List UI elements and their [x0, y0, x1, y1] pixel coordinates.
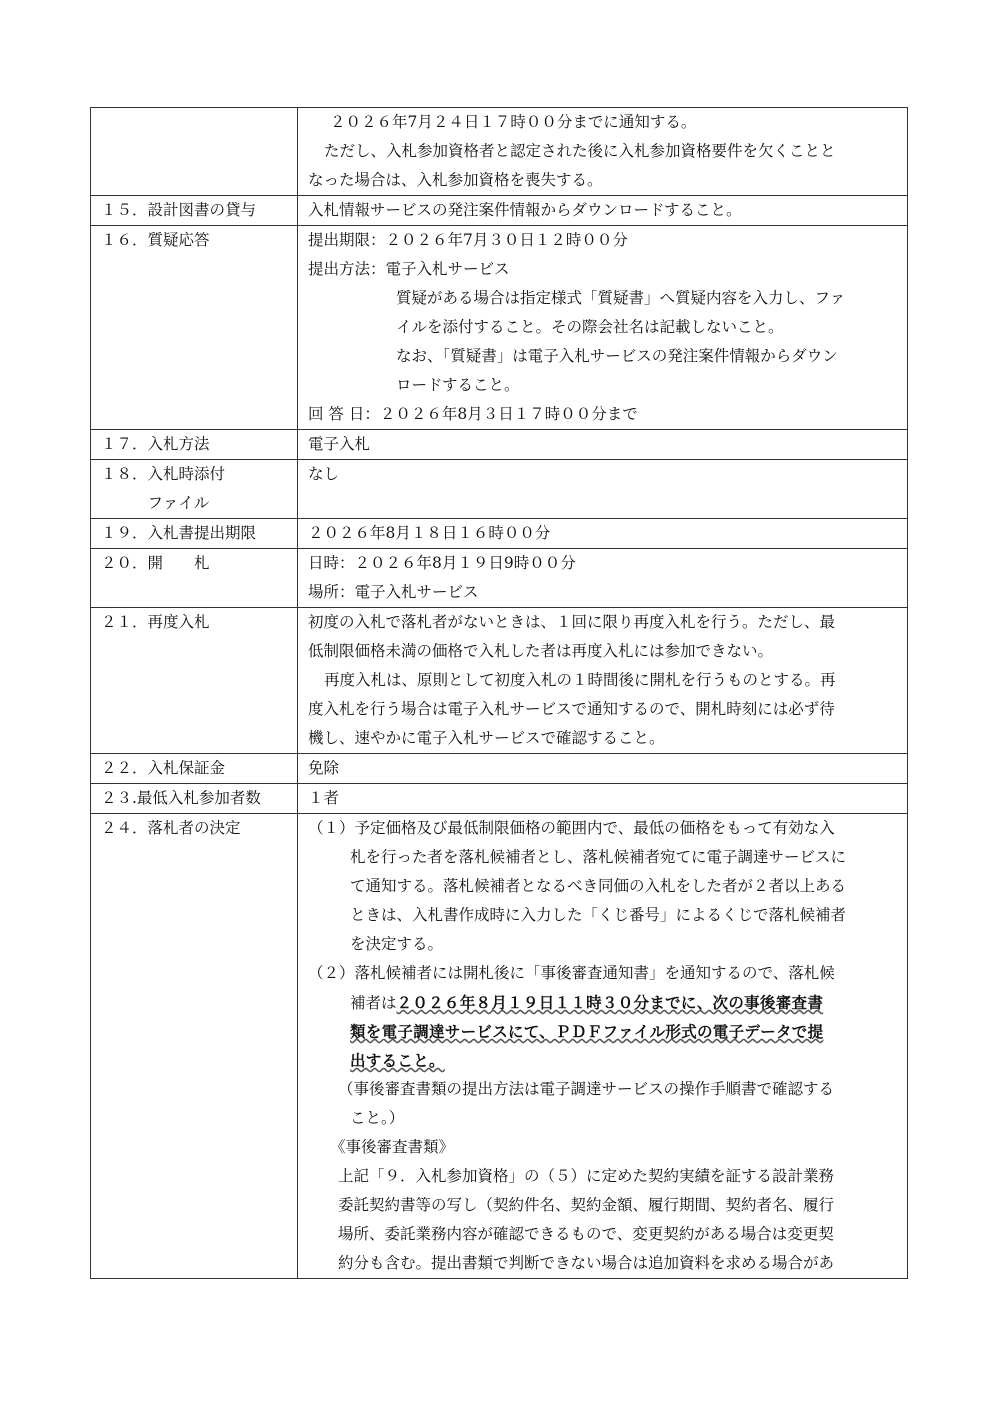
row-content	[298, 430, 908, 460]
text-line: 約分も含む。提出書類で判断できない場合は追加資料を求める場合があ	[338, 1254, 835, 1272]
row-label: １６．質疑応答	[91, 226, 298, 430]
text-line: 日時：２０２６年8月１９日9時００分	[308, 554, 576, 572]
row-label: １９．入札書提出期限	[91, 519, 298, 549]
text-line: ときは、入札書作成時に入力した「くじ番号」によるくじで落札候補者	[350, 906, 847, 924]
text-line: （２）落札候補者には開札後に「事後審査通知書」を通知するので、落札候	[308, 964, 835, 982]
emphasized-text: 類を電子調達サービスにて、ＰＤＦファイル形式の電子データで提	[350, 1022, 824, 1041]
text-line: なお、「質疑書」は電子入札サービスの発注案件情報からダウン	[396, 347, 838, 365]
text-line: 初度の入札で落札者がないときは、１回に限り再度入札を行う。ただし、最	[308, 613, 836, 631]
text-line: 度入札を行う場合は電子入札サービスで通知するので、開札時刻には必ず待	[308, 700, 835, 718]
emphasized-deadline-text: ２０２６年８月１９日１１時３０分までに、次の事後審査書	[396, 993, 824, 1012]
text-line: ２０２６年7月２４日１７時００分までに通知する。	[330, 113, 697, 131]
table-row-22	[91, 754, 908, 784]
row-label: １８．入札時添付 ファイル	[91, 460, 298, 519]
table-row-15	[91, 196, 908, 226]
row-label: ２３.最低入札参加者数	[91, 784, 298, 814]
text-line: 場所、委託業務内容が確認できるもので、変更契約がある場合は変更契	[338, 1225, 834, 1243]
table-row-21	[91, 608, 908, 754]
emphasized-text: 出すること。	[350, 1051, 445, 1070]
text-line	[308, 1017, 899, 1046]
text-line: 提出方法：電子入札サービス	[308, 260, 510, 278]
text-line: なった場合は、入札参加資格を喪失する。	[308, 171, 603, 189]
row-content	[298, 549, 908, 608]
row-label: １５．設計図書の貸与	[91, 196, 298, 226]
table-row-24	[91, 814, 908, 1279]
row-content	[298, 754, 908, 784]
text-line-with-emphasis	[308, 988, 899, 1017]
table-row-23	[91, 784, 908, 814]
text-line: 再度入札は、原則として初度入札の１時間後に開札を行うものとする。再	[324, 671, 836, 689]
text-line: 質疑がある場合は指定様式「質疑書」へ質疑内容を入力し、ファ	[396, 289, 846, 307]
text-line: 入札情報サービスの発注案件情報からダウンロードすること。	[308, 201, 742, 219]
text-line: 札を行った者を落札候補者とし、落札候補者宛てに電子調達サービスに	[350, 848, 847, 866]
text-line: 電子入札	[308, 435, 371, 453]
row-content	[298, 226, 908, 430]
row-content	[298, 460, 908, 519]
table-row-16	[91, 226, 908, 430]
text-line: 機し、速やかに電子入札サービスで確認すること。	[308, 729, 665, 747]
table-row-19	[91, 519, 908, 549]
text-line: 場所：電子入札サービス	[308, 583, 479, 601]
text-line: 免除	[308, 759, 340, 777]
row-content	[298, 519, 908, 549]
row-label: ２４．落札者の決定	[91, 814, 298, 1279]
section-heading: 《事後審査書類》	[330, 1138, 455, 1156]
procurement-notice-table	[90, 107, 908, 1279]
text-line: ただし、入札参加資格者と認定された後に入札参加資格要件を欠くことと	[324, 142, 836, 160]
table-row-18	[91, 460, 908, 519]
text-line: 委託契約書等の写し（契約件名、契約金額、履行期間、契約者名、履行	[338, 1196, 835, 1214]
text-line: １者	[308, 789, 340, 807]
text-line: （１）予定価格及び最低制限価格の範囲内で、最低の価格をもって有効な入	[308, 819, 835, 837]
row-content	[298, 196, 908, 226]
row-label: ２２．入札保証金	[91, 754, 298, 784]
text-line	[308, 1046, 899, 1075]
text-prefix: 補者は	[350, 994, 397, 1012]
text-line: 上記「９．入札参加資格」の（５）に定めた契約実績を証する設計業務	[338, 1167, 835, 1185]
row-content	[298, 108, 908, 196]
row-label: ２１．再度入札	[91, 608, 298, 754]
text-line: ２０２６年8月１８日１６時００分	[308, 524, 551, 542]
row-label: ２０．開 札	[91, 549, 298, 608]
text-line: 回 答 日：２０２６年8月３日１７時００分まで	[308, 405, 638, 423]
row-label-empty	[91, 108, 298, 196]
table-row-17	[91, 430, 908, 460]
text-line: イルを添付すること。その際会社名は記載しないこと。	[396, 318, 784, 336]
text-line: こと。）	[350, 1109, 405, 1127]
text-line: なし	[308, 465, 340, 483]
text-line: て通知する。落札候補者となるべき同価の入札をした者が２者以上ある	[350, 877, 847, 895]
text-line: を決定する。	[350, 935, 444, 953]
text-line: 低制限価格未満の価格で入札した者は再度入札には参加できない。	[308, 642, 774, 660]
text-line: （事後審査書類の提出方法は電子調達サービスの操作手順書で確認する	[338, 1080, 835, 1098]
table-row-14	[91, 108, 908, 196]
text-line: ロードすること。	[396, 376, 520, 394]
row-content	[298, 784, 908, 814]
row-label: １７．入札方法	[91, 430, 298, 460]
row-content	[298, 814, 908, 1279]
text-line: 提出期限：２０２６年7月３０日１２時００分	[308, 231, 628, 249]
row-content	[298, 608, 908, 754]
table-row-20	[91, 549, 908, 608]
